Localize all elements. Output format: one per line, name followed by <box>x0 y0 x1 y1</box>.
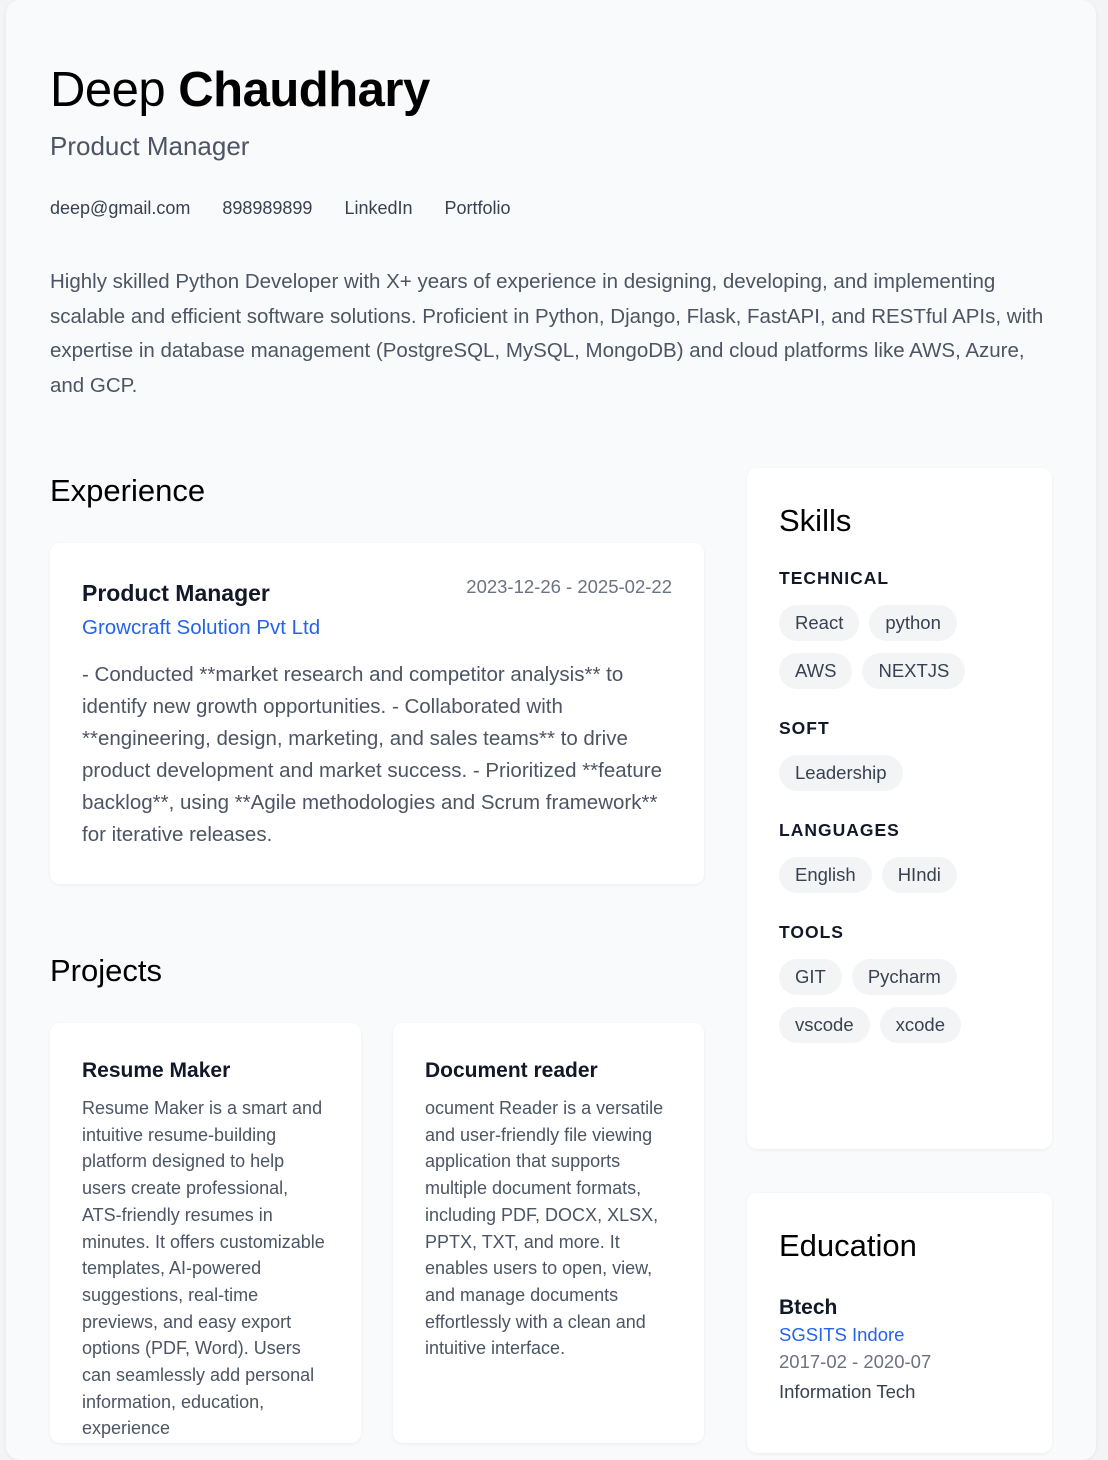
skill-tags-soft <box>779 755 1020 791</box>
skill-tag: xcode <box>880 1007 961 1043</box>
experience-company-link[interactable]: Growcraft Solution Pvt Ltd <box>82 616 321 639</box>
job-title: Product Manager <box>50 131 250 161</box>
education-field: Information Tech <box>779 1381 916 1402</box>
phone-link[interactable]: 898989899 <box>222 198 313 218</box>
skill-tag: Pycharm <box>852 959 957 995</box>
experience-heading: Experience <box>50 473 206 508</box>
skill-category-technical: TECHNICAL <box>779 568 890 588</box>
education-dates: 2017-02 - 2020-07 <box>779 1351 932 1372</box>
skill-tag: python <box>869 605 957 641</box>
skill-tag: AWS <box>779 653 852 689</box>
contact-links <box>50 198 1060 219</box>
linkedin-link[interactable]: LinkedIn <box>344 198 413 218</box>
skill-tags-languages <box>779 857 1020 893</box>
project-title: Document reader <box>425 1059 598 1082</box>
last-name: Chaudhary <box>178 63 430 117</box>
resume-page <box>6 0 1096 1460</box>
first-name: Deep <box>50 63 166 117</box>
skill-tag: GIT <box>779 959 842 995</box>
candidate-name <box>50 62 1060 118</box>
skill-tags-technical <box>779 605 1020 689</box>
project-card <box>50 1023 361 1443</box>
experience-card <box>50 543 704 884</box>
projects-heading: Projects <box>50 953 162 988</box>
portfolio-link[interactable]: Portfolio <box>444 198 511 218</box>
resume-header <box>50 62 1060 403</box>
project-title: Resume Maker <box>82 1059 231 1082</box>
skill-tag: NEXTJS <box>862 653 965 689</box>
email-link[interactable]: deep@gmail.com <box>50 198 191 218</box>
skill-tag: HIndi <box>882 857 957 893</box>
skill-tag: vscode <box>779 1007 870 1043</box>
skill-category-languages: LANGUAGES <box>779 820 900 840</box>
skills-card <box>747 468 1052 1149</box>
experience-role: Product Manager <box>82 580 270 606</box>
project-description: Resume Maker is a smart and intuitive resume-building platform designed to help users create professional, ATS-friendly resumes in minutes. It offers customizable templates, AI-powered suggestions, real-time previews, and easy export options (PDF, Word). Users can seamlessly add personal information, education, experience <box>82 1098 325 1439</box>
education-card <box>747 1193 1052 1453</box>
skill-tags-tools <box>779 959 1020 1043</box>
skill-category-tools: TOOLS <box>779 922 844 942</box>
education-school-link[interactable]: SGSITS Indore <box>779 1324 905 1345</box>
skill-category-soft: SOFT <box>779 718 830 738</box>
experience-dates: 2023-12-26 - 2025-02-22 <box>466 576 672 597</box>
education-heading: Education <box>779 1228 917 1263</box>
project-card <box>393 1023 704 1443</box>
project-description: ocument Reader is a versatile and user-friendly file viewing application that supports multiple document formats, including PDF, DOCX, XLSX, PPTX, TXT, and more. It enables users to open, view, and manage documents effortlessly with a clean and intuitive interface. <box>425 1098 664 1359</box>
skill-tag: Leadership <box>779 755 903 791</box>
education-degree: Btech <box>779 1296 838 1319</box>
skills-heading: Skills <box>779 503 852 538</box>
experience-description: - Conducted **market research and competitor analysis** to identify new growth opportunities. - Collaborated with **engineering, design, marketing, and sales teams** to drive product development and market success. - Prioritized **feature backlog**, using **Agile methodologies and Scrum framework** for iterative releases. <box>82 663 662 846</box>
profile-summary: Highly skilled Python Developer with X+ years of experience in designing, developing, and implementing scalable and efficient software solutions. Proficient in Python, Django, Flask, FastAPI, and RESTful APIs, with expertise in database management (PostgreSQL, MySQL, MongoDB) and cloud platforms like AWS, Azure, and GCP. <box>50 270 1044 397</box>
skill-tag: English <box>779 857 872 893</box>
skill-tag: React <box>779 605 859 641</box>
